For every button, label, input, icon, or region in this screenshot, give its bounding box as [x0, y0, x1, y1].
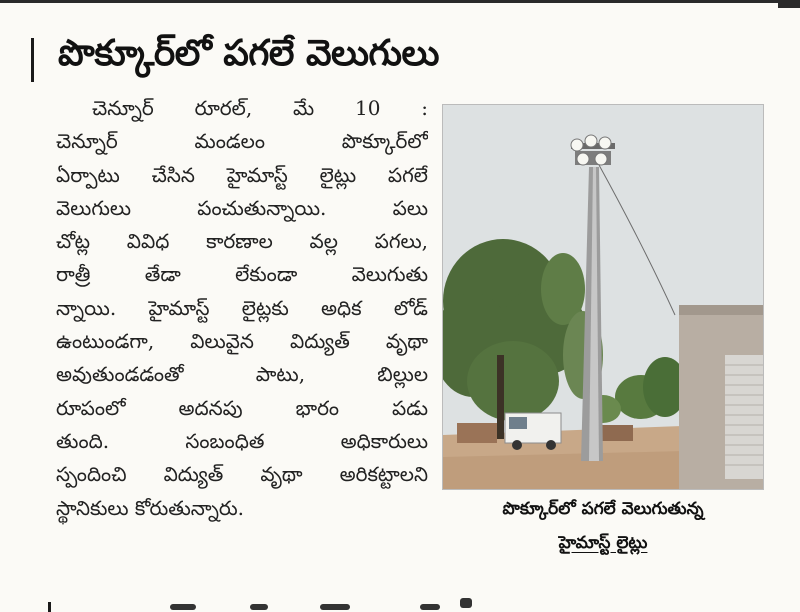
photo-tree	[443, 239, 603, 421]
article-line: చోట్ల వివిధ కారణాల వల్ల పగలు,	[56, 229, 428, 254]
article-line: స్పందించి విద్యుత్ వృథా అరికట్టాలని	[56, 462, 428, 487]
caption-line-2: హైమాస్ట్ లైట్లు	[558, 533, 648, 553]
photo-building	[679, 305, 763, 489]
top-rule-corner	[778, 0, 800, 8]
high-mast-light-scene	[443, 105, 763, 489]
article-line: చెన్నూర్ రూరల్, మే 10 :	[92, 96, 428, 120]
article-line: ఏర్పాటు చేసిన హైమాస్ట్ లైట్లు పగలే	[56, 162, 428, 187]
photo-caption	[442, 492, 764, 560]
next-article-cutoff	[20, 596, 800, 612]
article-line: రూపంలో అదనపు భారం పడు	[56, 395, 428, 420]
article-line: రాత్రీ తేడా లేకుండా వెలుగుతు	[56, 262, 428, 287]
article-line: తుంది. సంబంధిత అధికారులు	[56, 428, 428, 453]
caption-line-1: పొక్కూర్‌లో పగలే వెలుగుతున్న	[502, 499, 704, 519]
news-photo	[442, 104, 764, 490]
article-body	[56, 92, 428, 592]
article-line: అవుతుండడంతో పాటు, బిల్లుల	[56, 362, 428, 387]
article-line: వెలుగులు పంచుతున్నాయి. పలు	[56, 195, 428, 220]
article-headline: పొక్కూర్‌లో పగలే వెలుగులు	[58, 33, 439, 74]
article-line: స్థానికులు కోరుతున్నారు.	[56, 495, 245, 520]
next-headline-marker-bar	[48, 602, 51, 612]
article-line: ఉంటుండగా, విలువైన విద్యుత్ వృథా	[56, 329, 428, 354]
article-line: న్నాయి. హైమాస్ట్ లైట్లకు అధిక లోడ్	[56, 295, 428, 320]
headline-marker-bar	[31, 38, 34, 82]
top-rule	[0, 0, 800, 3]
article-line: చెన్నూర్ మండలం పొక్కూర్‌లో	[56, 129, 428, 154]
